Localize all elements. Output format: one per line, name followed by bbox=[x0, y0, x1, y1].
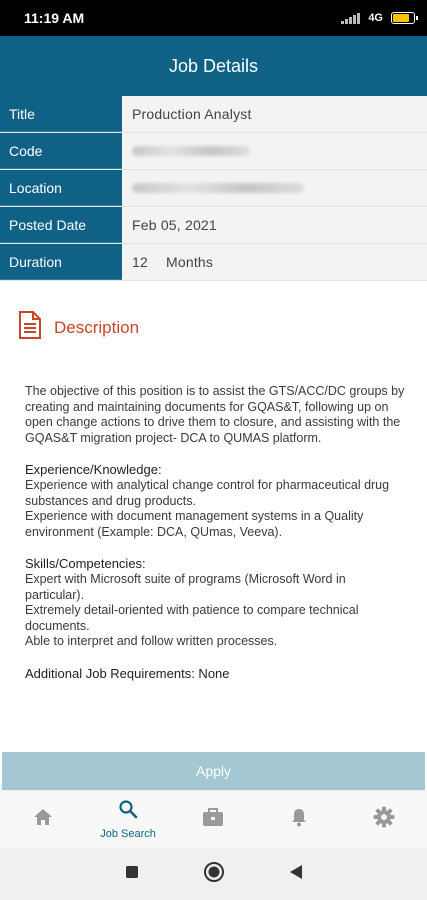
detail-row-code bbox=[0, 133, 427, 170]
detail-row-posted-date bbox=[0, 207, 427, 244]
apply-button[interactable]: Apply bbox=[2, 752, 425, 790]
page-title: Job Details bbox=[168, 55, 259, 76]
detail-value-redacted bbox=[122, 170, 427, 206]
briefcase-icon bbox=[202, 807, 224, 832]
status-icons bbox=[341, 12, 415, 24]
skills-heading: Skills/Competencies: bbox=[25, 556, 146, 572]
gear-icon bbox=[373, 806, 395, 833]
duration-unit: Months bbox=[165, 254, 214, 270]
detail-row-title bbox=[0, 96, 427, 133]
detail-value bbox=[122, 244, 427, 280]
nav-jobs[interactable] bbox=[173, 807, 253, 832]
battery-icon bbox=[391, 12, 415, 24]
nav-home[interactable] bbox=[3, 807, 83, 832]
search-icon bbox=[118, 799, 138, 824]
status-time: 11:19 AM bbox=[24, 10, 85, 26]
detail-label: Duration bbox=[0, 244, 122, 280]
detail-label: Posted Date bbox=[0, 207, 122, 243]
signal-icon bbox=[341, 13, 360, 24]
detail-label: Location bbox=[0, 170, 122, 206]
duration-number: 12 bbox=[132, 254, 148, 270]
redacted-text bbox=[132, 183, 304, 193]
document-icon bbox=[18, 310, 42, 345]
description-intro: The objective of this position is to assist the GTS/ACC/DC groups by creating and maintaining documents for GQAS&T, following up on open change actions to drive them to closure, and assisting with the GQAS&T migration project- DCA to QUMAS platform. bbox=[25, 384, 405, 445]
redacted-text bbox=[132, 146, 250, 156]
detail-label: Code bbox=[0, 133, 122, 169]
skills-line: Able to interpret and follow written processes. bbox=[25, 634, 278, 649]
description-body bbox=[25, 384, 405, 682]
nav-job-search[interactable] bbox=[88, 799, 168, 840]
additional-requirements: Additional Job Requirements: None bbox=[25, 665, 230, 681]
nav-notifications[interactable] bbox=[259, 807, 339, 832]
network-type: 4G bbox=[368, 12, 383, 24]
description-title: Description bbox=[54, 317, 140, 337]
description-header bbox=[18, 310, 139, 345]
skills-line: Expert with Microsoft suite of programs (Microsoft Word in particular). bbox=[25, 571, 346, 602]
detail-value: Feb 05, 2021 bbox=[122, 207, 427, 243]
home-button-icon[interactable] bbox=[203, 861, 225, 888]
back-icon[interactable] bbox=[289, 864, 303, 885]
status-bar bbox=[0, 0, 427, 36]
nav-label-job-search: Job Search bbox=[100, 828, 156, 840]
bottom-nav bbox=[0, 790, 427, 848]
system-nav-bar bbox=[0, 848, 427, 900]
recent-apps-icon[interactable] bbox=[125, 865, 139, 884]
experience-heading: Experience/Knowledge: bbox=[25, 462, 162, 478]
detail-label: Title bbox=[0, 96, 122, 132]
experience-line: Experience with analytical change control for pharmaceutical drug substances and drug products. bbox=[25, 477, 390, 508]
job-details-table bbox=[0, 96, 427, 281]
detail-row-duration bbox=[0, 244, 427, 281]
experience-line: Experience with document management systems in a Quality environment (Example: DCA, QUmas, Veeva). bbox=[25, 509, 364, 539]
detail-value-redacted bbox=[122, 133, 427, 169]
home-icon bbox=[33, 807, 53, 832]
apply-bar bbox=[0, 752, 427, 790]
detail-value: Production Analyst bbox=[122, 96, 427, 132]
bell-icon bbox=[290, 807, 308, 832]
skills-line: Extremely detail-oriented with patience to compare technical documents. bbox=[25, 603, 359, 633]
app-bar bbox=[0, 36, 427, 96]
nav-settings[interactable] bbox=[344, 806, 424, 833]
detail-row-location bbox=[0, 170, 427, 207]
